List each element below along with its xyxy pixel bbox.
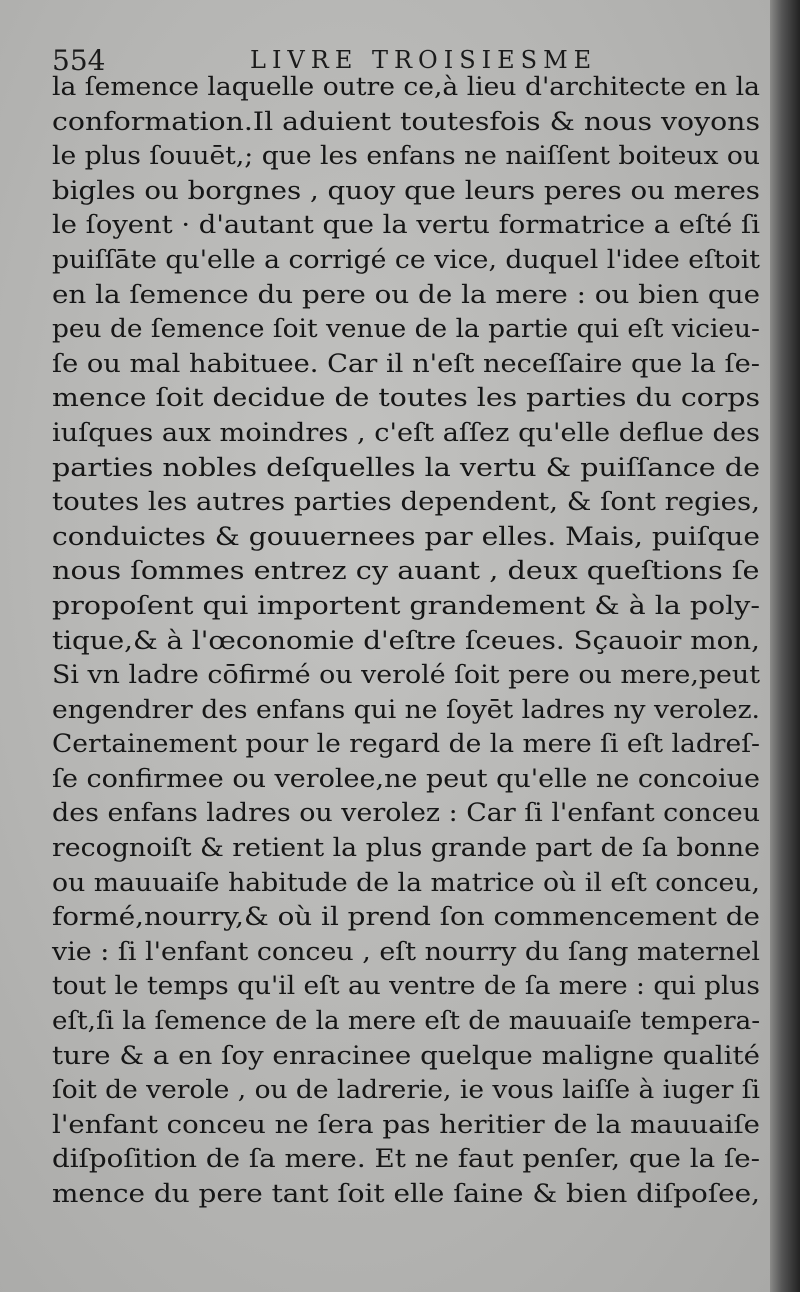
text-line: tout le temps qu'il eſt au ventre de ſa mere : qui plus xyxy=(52,971,760,1001)
text-line: le plus ſouuēt,; que les enfans ne naiſſent boiteux ou xyxy=(52,141,761,171)
text-line: l'enfant conceu ne ſera pas heritier de la mauuaiſe xyxy=(52,1109,760,1139)
text-line: ſe confirmee ou verolee,ne peut qu'elle ne concoiue xyxy=(52,763,761,793)
text-line: ſoit de verole , ou de ladrerie, ie vous laiſſe à iuger ſi xyxy=(52,1075,760,1105)
text-line: diſpoſition de ſa mere. Et ne faut penſer, que la ſe- xyxy=(52,1144,761,1174)
text-line: la ſemence laquelle outre ce,à lieu d'architecte en la xyxy=(52,72,761,101)
page-number: 554 xyxy=(52,44,106,77)
text-line: vie : ſi l'enfant conceu , eſt nourry du ſang maternel xyxy=(52,936,760,966)
text-line: ſe ou mal habituee. Car il n'eſt neceſſaire que la ſe- xyxy=(52,348,760,378)
text-line: conduictes & gouuernees par elles. Mais, puiſque xyxy=(52,521,761,551)
text-line: mence du pere tant ſoit elle ſaine & bien diſpoſee, xyxy=(52,1179,761,1208)
text-line: parties nobles deſquelles la vertu & puiſſance de xyxy=(52,452,760,482)
text-line: propoſent qui importent grandement & à la poly- xyxy=(52,590,761,620)
text-line: formé,nourry,& où il prend ſon commencement de xyxy=(52,902,760,932)
text-line: le ſoyent · d'autant que la vertu formatrice a eſté ſi xyxy=(52,210,760,240)
text-line: recognoiſt & retient la plus grande part de ſa bonne xyxy=(52,833,761,863)
text-line: ture & a en ſoy enracinee quelque maligne qualité xyxy=(52,1040,761,1070)
text-line: puiſſāte qu'elle a corrigé ce vice, duquel l'idee eſtoit xyxy=(52,244,760,274)
text-line: en la ſemence du pere ou de la mere : ou bien que xyxy=(52,279,761,309)
text-line: bigles ou borgnes , quoy que leurs peres ou meres xyxy=(52,175,761,205)
text-line: iuſques aux moindres , c'eſt aſſez qu'elle deflue des xyxy=(52,417,761,447)
text-line: peu de ſemence ſoit venue de la partie qui eſt vicieu- xyxy=(52,314,760,344)
text-line: eſt,ſi la ſemence de la mere eſt de mauuaiſe tempera- xyxy=(52,1006,761,1036)
text-line: toutes les autres parties dependent, & ſont regies, xyxy=(52,487,760,517)
text-line: nous ſommes entrez cy auant , deux queſtions ſe xyxy=(52,556,760,586)
text-line: ou mauuaiſe habitude de la matrice où il eſt conceu, xyxy=(52,867,760,897)
text-line: des enfans ladres ou verolez : Car ſi l'enfant conceu xyxy=(52,798,761,828)
text-line: Si vn ladre cōfirmé ou verolé ſoit pere ou mere,peut xyxy=(52,660,760,690)
running-title: LIVRE TROISIESME xyxy=(250,46,598,74)
text-line: Certainement pour le regard de la mere ſi eſt ladreſ- xyxy=(52,729,760,759)
text-line: conformation.Il aduient toutesfois & nous voyons xyxy=(52,106,761,136)
text-line: engendrer des enfans qui ne ſoyēt ladres ny verolez. xyxy=(52,694,761,724)
page-gutter xyxy=(770,0,800,1292)
text-line: mence ſoit decidue de toutes les parties du corps xyxy=(52,383,761,413)
body-text xyxy=(52,70,770,1212)
text-line: tique,& à l'œconomie d'eſtre ſceues. Sçauoir mon, xyxy=(52,625,761,655)
